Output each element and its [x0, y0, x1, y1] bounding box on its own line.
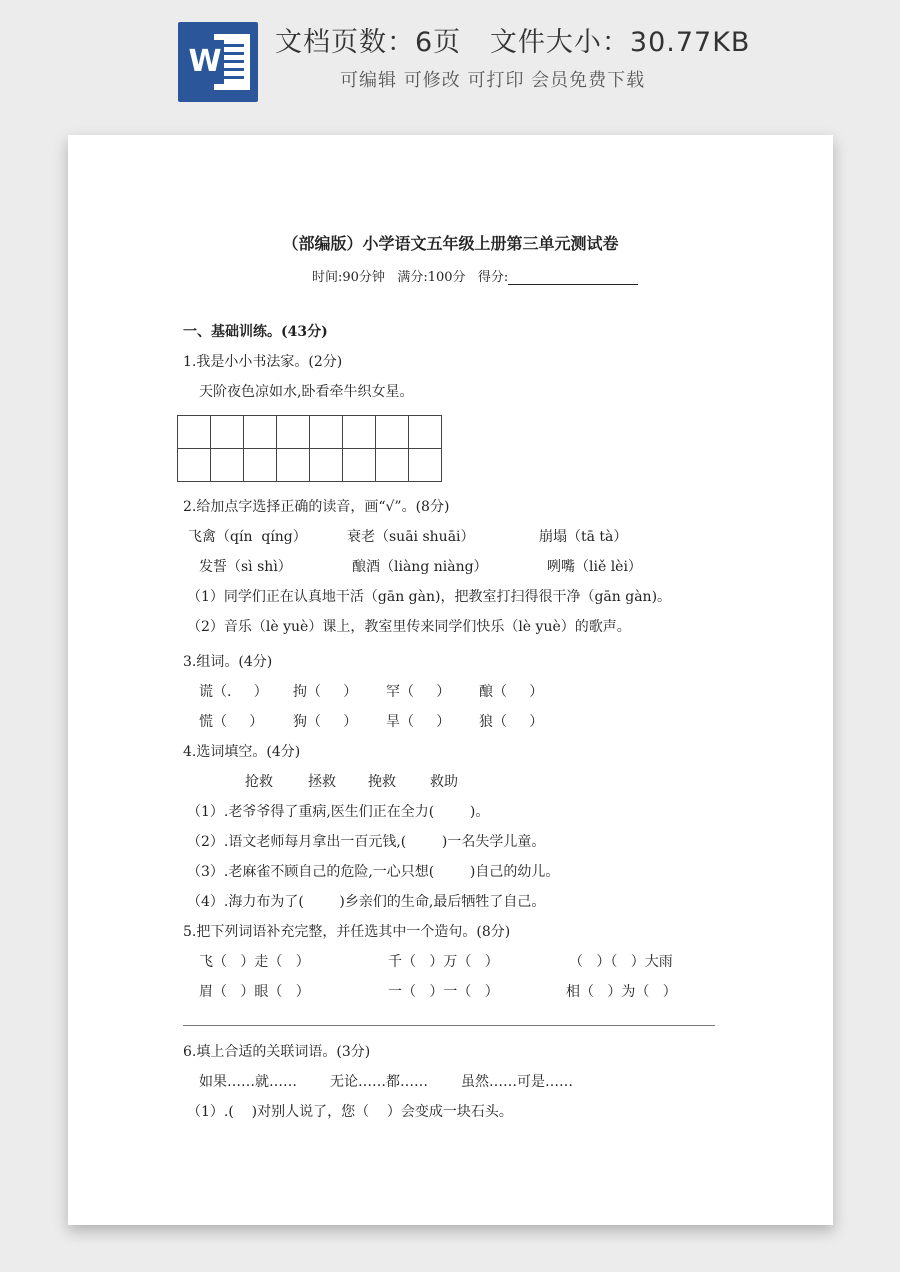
- word-blank: 酿（ ）: [479, 684, 544, 700]
- pinyin-option: 衰老（suāi shuāi）: [347, 529, 475, 545]
- word-blank: 狼（ ）: [479, 714, 544, 730]
- pinyin-option: 飞禽（qín qíng）: [188, 529, 307, 545]
- word-blank: 罕（ ）: [386, 684, 451, 700]
- question-4-sentence-4: （4）.海力布为了( )乡亲们的生命,最后牺牲了自己。: [187, 894, 546, 910]
- pinyin-option: 酿酒（liàng niàng）: [352, 559, 488, 575]
- question-3-prompt: 3.组词。(4分): [183, 654, 273, 670]
- header-banner: [0, 0, 900, 120]
- pinyin-option: 咧嘴（liě lèi）: [547, 559, 642, 575]
- exam-meta: [312, 266, 638, 285]
- word-logo-letter: W: [186, 40, 224, 84]
- exam-meta-text: 时间:90分钟 满分:100分 得分:: [312, 270, 509, 285]
- word-blank: 狗（ ）: [293, 714, 358, 730]
- document-page: [68, 135, 833, 1225]
- pinyin-option: 发誓（sì shì）: [199, 559, 292, 575]
- conjunction-option: 无论……都……: [330, 1074, 428, 1090]
- idiom-blank: 眉（ ）眼（ ）: [199, 984, 310, 1000]
- horizontal-divider: [183, 1025, 715, 1026]
- question-6-prompt: 6.填上合适的关联词语。(3分): [183, 1044, 371, 1060]
- word-bank-item: 拯救: [308, 774, 336, 790]
- question-6-sentence-1: （1）.( )对别人说了，您（ ）会变成一块石头。: [187, 1104, 513, 1120]
- conjunction-option: 虽然……可是……: [461, 1074, 573, 1090]
- question-2-sentence-2: （2）音乐（lè yuè）课上，教室里传来同学们快乐（lè yuè）的歌声。: [187, 619, 631, 635]
- word-blank: 旱（ ）: [386, 714, 451, 730]
- idiom-blank: 相（ ）为（ ）: [566, 984, 677, 1000]
- pinyin-option: 崩塌（tā tà）: [539, 529, 628, 545]
- question-1-prompt: 1.我是小小书法家。(2分): [183, 354, 343, 370]
- document-info-title: 文档页数：6页 文件大小：30.77KB: [275, 27, 751, 58]
- question-2-sentence-1: （1）同学们正在认真地干活（gān gàn)，把教室打扫得很干净（gān gàn)。: [187, 589, 672, 605]
- writing-grid: [177, 415, 442, 482]
- word-blank: 慌（ ）: [199, 714, 264, 730]
- question-4-sentence-2: （2）.语文老师每月拿出一百元钱,( )一名失学儿童。: [187, 834, 546, 850]
- question-2-prompt: 2.给加点字选择正确的读音，画“√”。(8分): [183, 499, 450, 515]
- idiom-blank: （ ）（ ）大雨: [569, 954, 673, 970]
- question-5-prompt: 5.把下列词语补充完整，并任选其中一个造句。(8分): [183, 924, 511, 940]
- section-heading: 一、基础训练。(43分): [183, 324, 328, 340]
- idiom-blank: 飞（ ）走（ ）: [199, 954, 310, 970]
- question-4-prompt: 4.选词填空。(4分): [183, 744, 301, 760]
- word-bank-item: 救助: [430, 774, 458, 790]
- idiom-blank: 一（ ）一（ ）: [388, 984, 499, 1000]
- question-1-text: 天阶夜色凉如水,卧看牵牛织女星。: [199, 384, 414, 400]
- question-4-sentence-1: （1）.老爷爷得了重病,医生们正在全力( )。: [187, 804, 490, 820]
- word-bank-item: 挽救: [368, 774, 396, 790]
- document-title: （部编版）小学语文五年级上册第三单元测试卷: [282, 234, 619, 253]
- score-blank: [508, 270, 638, 285]
- word-blank: 拘（ ）: [293, 684, 358, 700]
- idiom-blank: 千（ ）万（ ）: [388, 954, 499, 970]
- word-document-icon: [178, 22, 258, 102]
- word-bank-item: 抢救: [245, 774, 273, 790]
- question-4-sentence-3: （3）.老麻雀不顾自己的危险,一心只想( )自己的幼儿。: [187, 864, 560, 880]
- word-blank: 谎（. ）: [199, 684, 268, 700]
- document-info-subtitle: 可编辑 可修改 可打印 会员免费下载: [340, 70, 646, 91]
- conjunction-option: 如果……就……: [199, 1074, 297, 1090]
